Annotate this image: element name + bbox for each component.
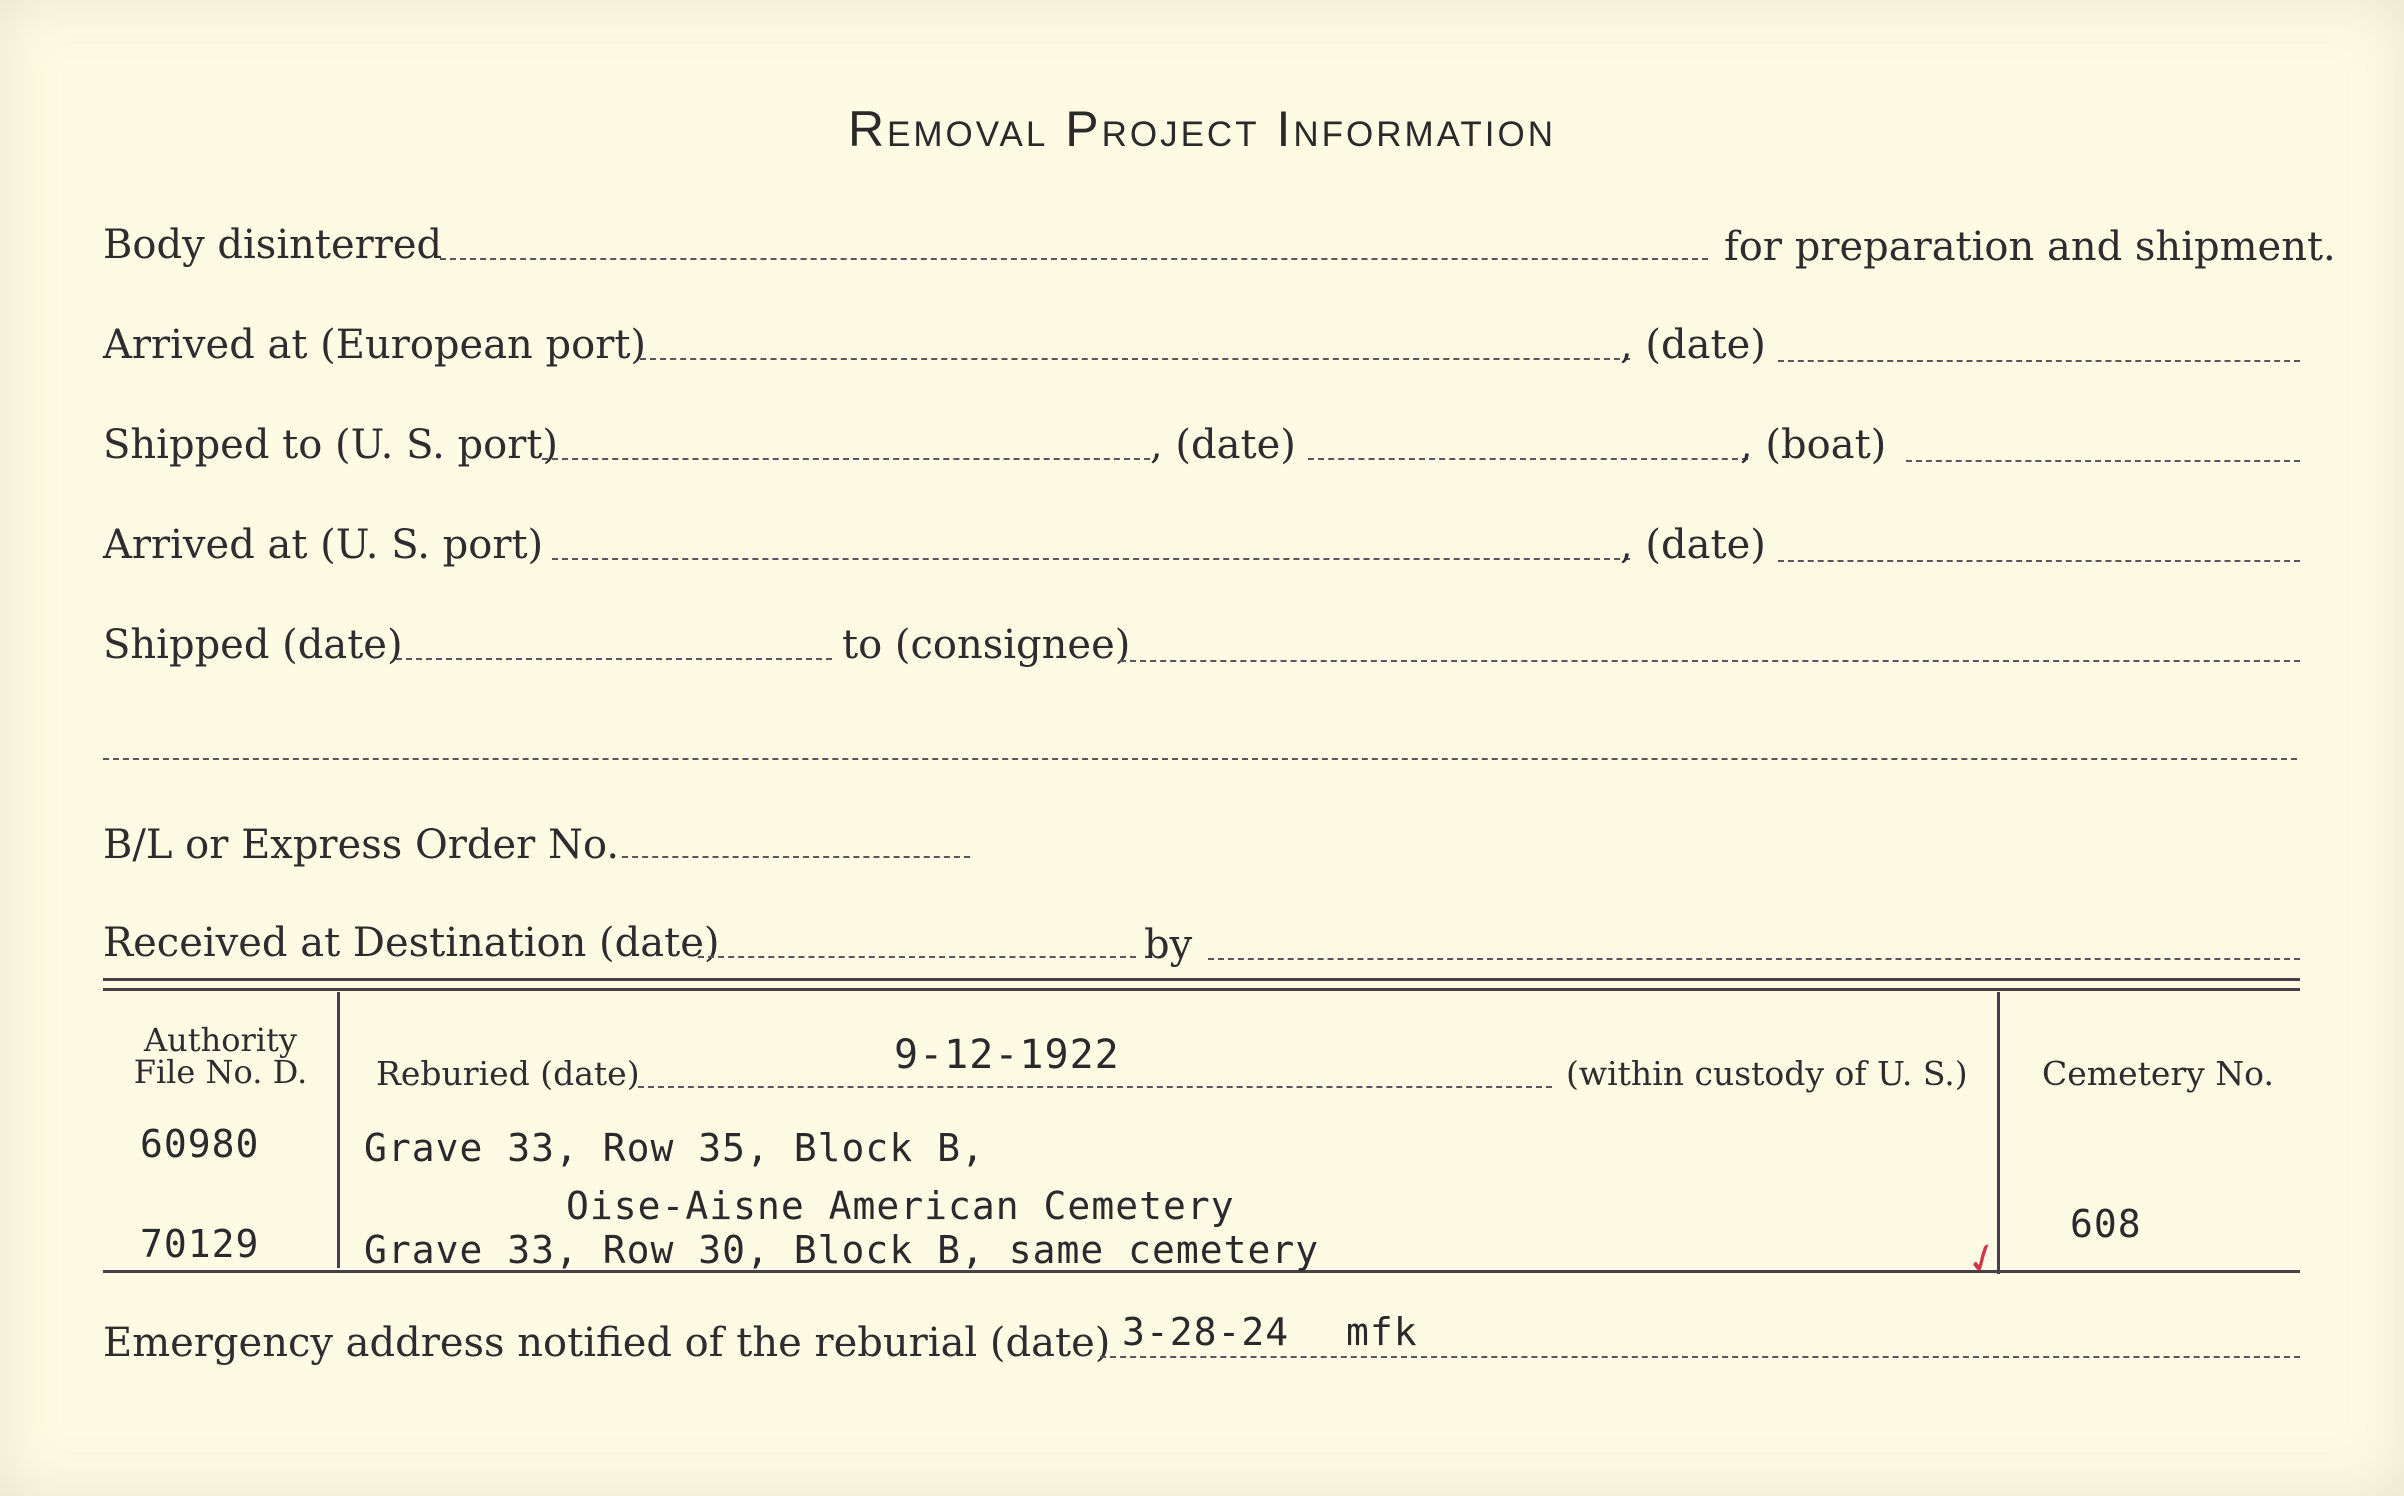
shipped-date-row-field[interactable] (396, 658, 832, 660)
preparation-shipment-label: for preparation and shipment. (1724, 224, 2336, 270)
us-port-field[interactable] (542, 458, 1150, 460)
received-by-field[interactable] (1208, 958, 2300, 960)
consignee-label: to (consignee) (842, 622, 1131, 668)
table-divider-right (1997, 992, 2000, 1274)
received-by-label: by (1144, 922, 1193, 968)
table-top-rule-1 (103, 978, 2300, 981)
grave-line-2: Oise-Aisne American Cemetery (566, 1184, 1235, 1228)
body-disinterred-field[interactable] (440, 258, 1708, 260)
shipped-us-port-label: Shipped to (U. S. port) (103, 422, 558, 468)
consignee-field[interactable] (1120, 660, 2300, 662)
boat-field[interactable] (1906, 460, 2300, 462)
grave-line-1: Grave 33, Row 35, Block B, (364, 1126, 985, 1170)
emergency-initials: mfk (1346, 1310, 1418, 1354)
reburied-date-value: 9-12-1922 (894, 1032, 1120, 1078)
emergency-address-label: Emergency address notified of the reburial (date) (103, 1320, 1111, 1366)
cemetery-no-header: Cemetery No. (2042, 1054, 2274, 1093)
reburied-date-label: Reburied (date) (376, 1054, 640, 1093)
authority-header-line-2: File No. D. (133, 1053, 308, 1091)
cemetery-no-value: 608 (2070, 1202, 2142, 1246)
body-disinterred-label: Body disinterred (103, 222, 443, 268)
consignee-continuation-field[interactable] (103, 758, 2297, 760)
bl-express-order-label: B/L or Express Order No. (103, 822, 620, 868)
form-title: Removal Project Information (847, 101, 1557, 157)
shipped-date-label: , (date) (1150, 422, 1296, 468)
grave-line-3: Grave 33, Row 30, Block B, same cemetery (364, 1228, 1320, 1272)
received-date-field[interactable] (698, 956, 1136, 958)
table-divider-left (337, 992, 340, 1268)
received-destination-label: Received at Destination (date) (103, 920, 720, 966)
shipped-date-field[interactable] (1308, 458, 1748, 460)
emergency-date-value: 3-28-24 (1122, 1310, 1290, 1354)
authority-header (108, 1021, 333, 1091)
boat-label: , (boat) (1740, 422, 1887, 468)
authority-header-line-1: Authority (144, 1021, 297, 1059)
shipped-date-row-label: Shipped (date) (103, 622, 403, 668)
arrived-us-date-field[interactable] (1778, 560, 2300, 562)
reburied-date-field[interactable] (638, 1086, 1552, 1088)
arrived-european-port-label: Arrived at (European port) (103, 322, 647, 368)
file-no-2: 70129 (140, 1222, 260, 1266)
european-date-label: , (date) (1620, 322, 1766, 368)
arrived-us-date-label: , (date) (1620, 522, 1766, 568)
arrived-us-port-label: Arrived at (U. S. port) (103, 522, 544, 568)
bl-express-order-field[interactable] (622, 856, 970, 858)
custody-label: (within custody of U. S.) (1566, 1054, 1968, 1093)
european-port-field[interactable] (640, 358, 1630, 360)
emergency-date-field[interactable] (1100, 1356, 2300, 1358)
check-mark: ✓ (1959, 1231, 2007, 1287)
arrived-us-port-field[interactable] (552, 558, 1630, 560)
file-no-1: 60980 (140, 1122, 260, 1166)
table-top-rule-2 (103, 988, 2300, 991)
european-date-field[interactable] (1778, 360, 2300, 362)
